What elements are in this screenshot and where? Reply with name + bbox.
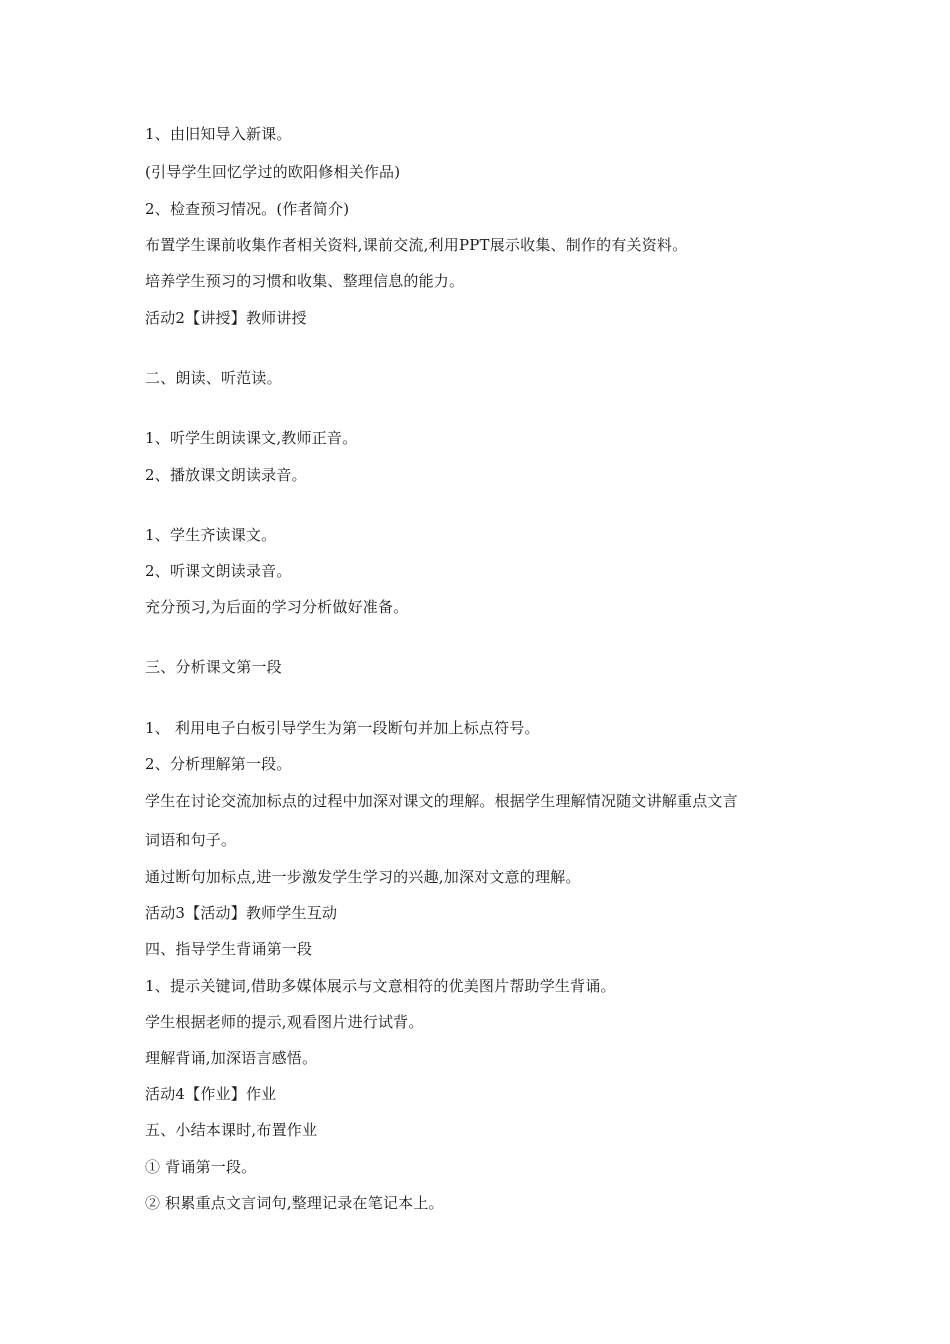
- section-heading: 二、朗读、听范读。: [145, 369, 282, 387]
- text-line: 理解背诵,加深语言感悟。: [145, 1049, 318, 1067]
- section-heading: 三、分析课文第一段: [145, 658, 282, 676]
- text-line: 学生根据老师的提示,观看图片进行试背。: [145, 1013, 424, 1031]
- text-line: 2、播放课文朗读录音。: [145, 466, 307, 484]
- text-line: 1、学生齐读课文。: [145, 526, 277, 544]
- text-line: 培养学生预习的习惯和收集、整理信息的能力。: [145, 272, 465, 290]
- text-line: 2、听课文朗读录音。: [145, 562, 292, 580]
- section-heading: 活动3【活动】教师学生互动: [145, 904, 338, 922]
- section-heading: 四、指导学生背诵第一段: [145, 940, 313, 958]
- text-line: (引导学生回忆学过的欧阳修相关作品): [145, 163, 401, 181]
- text-line: 词语和句子。: [145, 831, 237, 849]
- text-line: 2、分析理解第一段。: [145, 755, 292, 773]
- list-item: ① 背诵第一段。: [145, 1158, 257, 1176]
- list-item: ② 积累重点文言词句,整理记录在笔记本上。: [145, 1194, 444, 1212]
- section-heading: 活动4【作业】作业: [145, 1085, 277, 1103]
- text-line: 布置学生课前收集作者相关资料,课前交流,利用PPT展示收集、制作的有关资料。: [145, 236, 688, 254]
- text-line: 1、提示关键词,借助多媒体展示与文意相符的优美图片帮助学生背诵。: [145, 977, 616, 995]
- text-line: 通过断句加标点,进一步激发学生学习的兴趣,加深对文意的理解。: [145, 868, 581, 886]
- text-line: 1、听学生朗读课文,教师正音。: [145, 429, 358, 447]
- text-line: 1、由旧知导入新课。: [145, 125, 292, 143]
- text-line: 1、 利用电子白板引导学生为第一段断句并加上标点符号。: [145, 719, 540, 737]
- text-line: 学生在讨论交流加标点的过程中加深对课文的理解。根据学生理解情况随文讲解重点文言: [145, 792, 738, 810]
- text-line: 2、检查预习情况。(作者简介): [145, 200, 350, 218]
- text-line: 充分预习,为后面的学习分析做好准备。: [145, 598, 409, 616]
- section-heading: 五、小结本课时,布置作业: [145, 1121, 318, 1139]
- section-heading: 活动2【讲授】教师讲授: [145, 309, 307, 327]
